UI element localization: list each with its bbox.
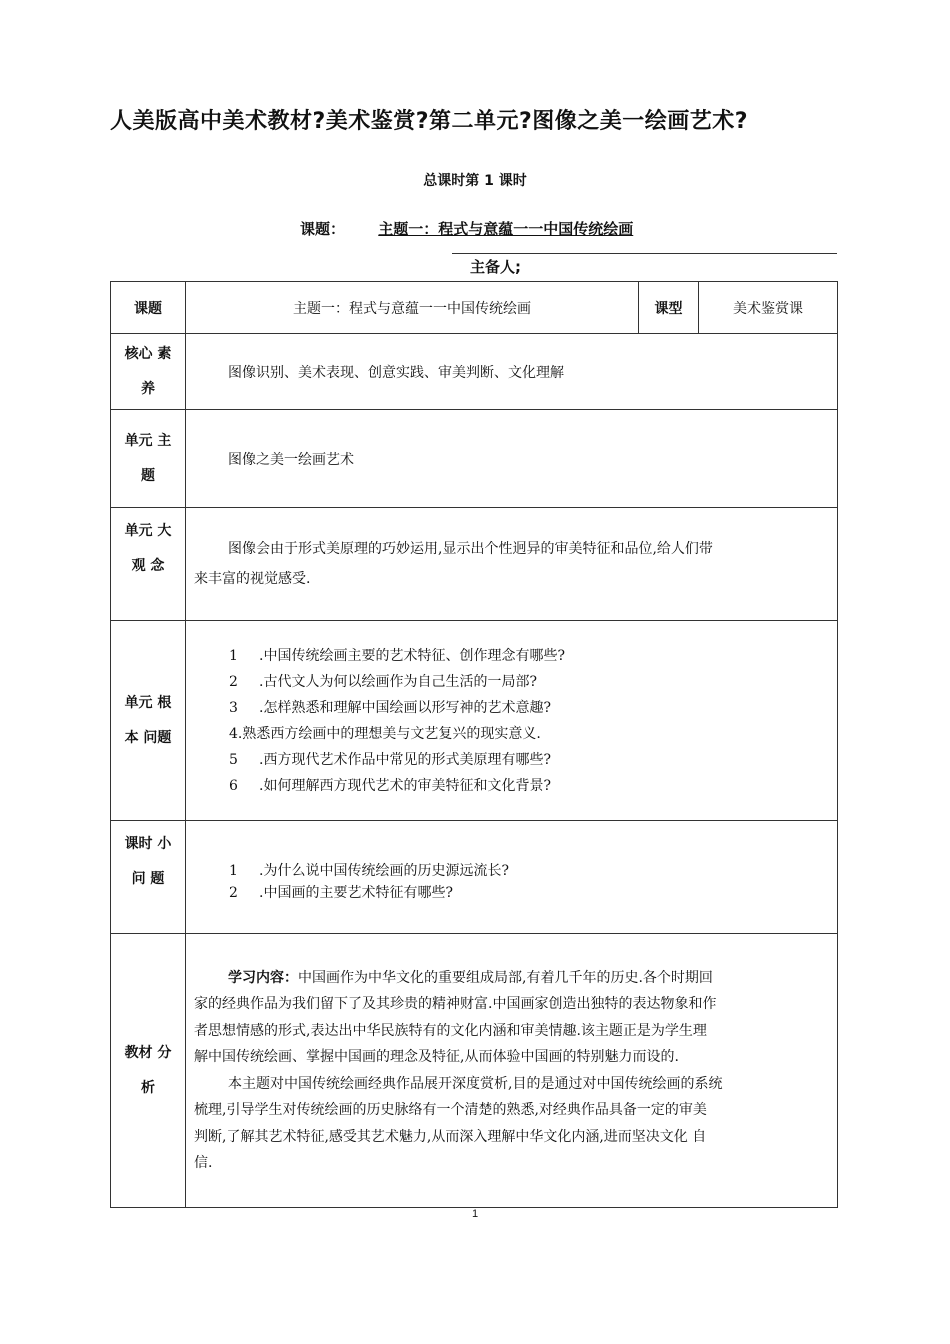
row-label-line: 单元 根 — [124, 694, 172, 711]
table-row — [111, 934, 838, 1208]
paragraph-line: 图像会由于形式美原理的巧妙运用,显示出个性迥异的审美特征和品位,给人们带 — [228, 541, 713, 557]
list-item: 3 .怎样熟悉和理解中国绘画以形写神的艺术意趣? — [229, 699, 551, 716]
lesson-count: 总课时第 1 课时 — [423, 173, 527, 189]
paragraph-line: 来丰富的视觉感受. — [194, 571, 311, 587]
row-label-line: 本 问题 — [124, 729, 172, 746]
lesson-questions — [186, 821, 838, 934]
row-label — [111, 621, 186, 821]
list-item: 2 .中国画的主要艺术特征有哪些? — [229, 885, 453, 901]
row-label-line: 课时 小 — [124, 836, 172, 852]
list-item: 6 .如何理解西方现代艺术的审美特征和文化背景? — [229, 777, 551, 794]
row-label-line: 教材 分 — [124, 1044, 172, 1061]
question-list — [187, 850, 836, 904]
row-label — [111, 334, 186, 410]
table-row — [111, 508, 838, 621]
topic-value: 主题一：程式与意蕴一一中国传统绘画 — [378, 220, 634, 238]
topic-label: 课题： — [300, 220, 346, 238]
table-row — [111, 821, 838, 934]
table-row — [111, 282, 838, 334]
divider-line — [452, 253, 837, 254]
unit-theme-value: 图像之美一绘画艺术 — [186, 410, 838, 508]
paragraph-line: 判断,了解其艺术特征,感受其艺术魅力,从而深入理解中华文化内涵,进而坚决文化 自 — [194, 1128, 707, 1145]
paragraph-line: 解中国传统绘画、掌握中国画的理念及特征,从而体验中国画的特别魅力而设的. — [194, 1049, 679, 1065]
table-row — [111, 410, 838, 508]
list-item: 5 .西方现代艺术作品中常见的形式美原理有哪些? — [229, 751, 551, 768]
row-label — [111, 508, 186, 621]
type-value: 美术鉴赏课 — [699, 282, 838, 334]
page-number: 1 — [471, 1208, 479, 1220]
row-label-line: 核心 素 — [124, 345, 172, 362]
row-label: 课题 — [111, 282, 186, 334]
paragraph-line: 信. — [194, 1155, 213, 1171]
row-label-line: 析 — [141, 1079, 155, 1096]
paragraph-line: 学习内容：中国画作为中华文化的重要组成局部,有着几千年的历史.各个时期回 — [228, 969, 713, 986]
lesson-plan-table — [110, 281, 838, 1208]
row-label-line: 题 — [141, 467, 155, 484]
document-title: 人美版高中美术教材?美术鉴赏?第二单元?图像之美一绘画艺术? — [110, 109, 749, 134]
row-label — [111, 934, 186, 1208]
topic-cell: 主题一：程式与意蕴一一中国传统绘画 — [186, 282, 639, 334]
table-row — [111, 334, 838, 410]
paragraph-line: 梳理,引导学生对传统绘画的历史脉络有一个清楚的熟悉,对经典作品具备一定的审美 — [194, 1102, 707, 1118]
list-item: 4.熟悉西方绘画中的理想美与文艺复兴的现实意义. — [229, 725, 541, 742]
row-label-line: 问 题 — [131, 871, 165, 887]
core-literacy-value: 图像识别、美术表现、创意实践、审美判断、文化理解 — [186, 334, 838, 410]
row-label — [111, 821, 186, 934]
essential-questions — [186, 621, 838, 821]
content-lead: 学习内容： — [228, 969, 298, 986]
paragraph-line: 家的经典作品为我们留下了及其珍贵的精神财富.中国画家创造出独特的表达物象和作 — [194, 996, 717, 1012]
list-item: 1 .为什么说中国传统绘画的历史源远流长? — [229, 863, 509, 879]
paragraph-line: 者思想情感的形式,表达出中华民族特有的文化内涵和审美情趣.该主题正是为学生理 — [194, 1022, 707, 1039]
list-item: 2 .古代文人为何以绘画作为自己生活的一局部? — [229, 673, 537, 690]
list-item: 1 .中国传统绘画主要的艺术特征、创作理念有哪些? — [229, 647, 565, 664]
topic-line — [300, 218, 633, 239]
row-label — [111, 410, 186, 508]
preparer-label: 主备人; — [470, 258, 521, 276]
type-label: 课型 — [639, 282, 699, 334]
paragraph-line: 本主题对中国传统绘画经典作品展开深度赏析,目的是通过对中国传统绘画的系统 — [228, 1075, 723, 1092]
big-idea-value — [186, 508, 838, 621]
table-row — [111, 621, 838, 821]
row-label-line: 观 念 — [131, 558, 165, 574]
question-list — [187, 643, 836, 799]
row-label-line: 养 — [141, 380, 155, 397]
row-label-line: 单元 主 — [124, 432, 172, 449]
row-label-line: 单元 大 — [124, 523, 172, 539]
textbook-analysis — [186, 934, 838, 1208]
